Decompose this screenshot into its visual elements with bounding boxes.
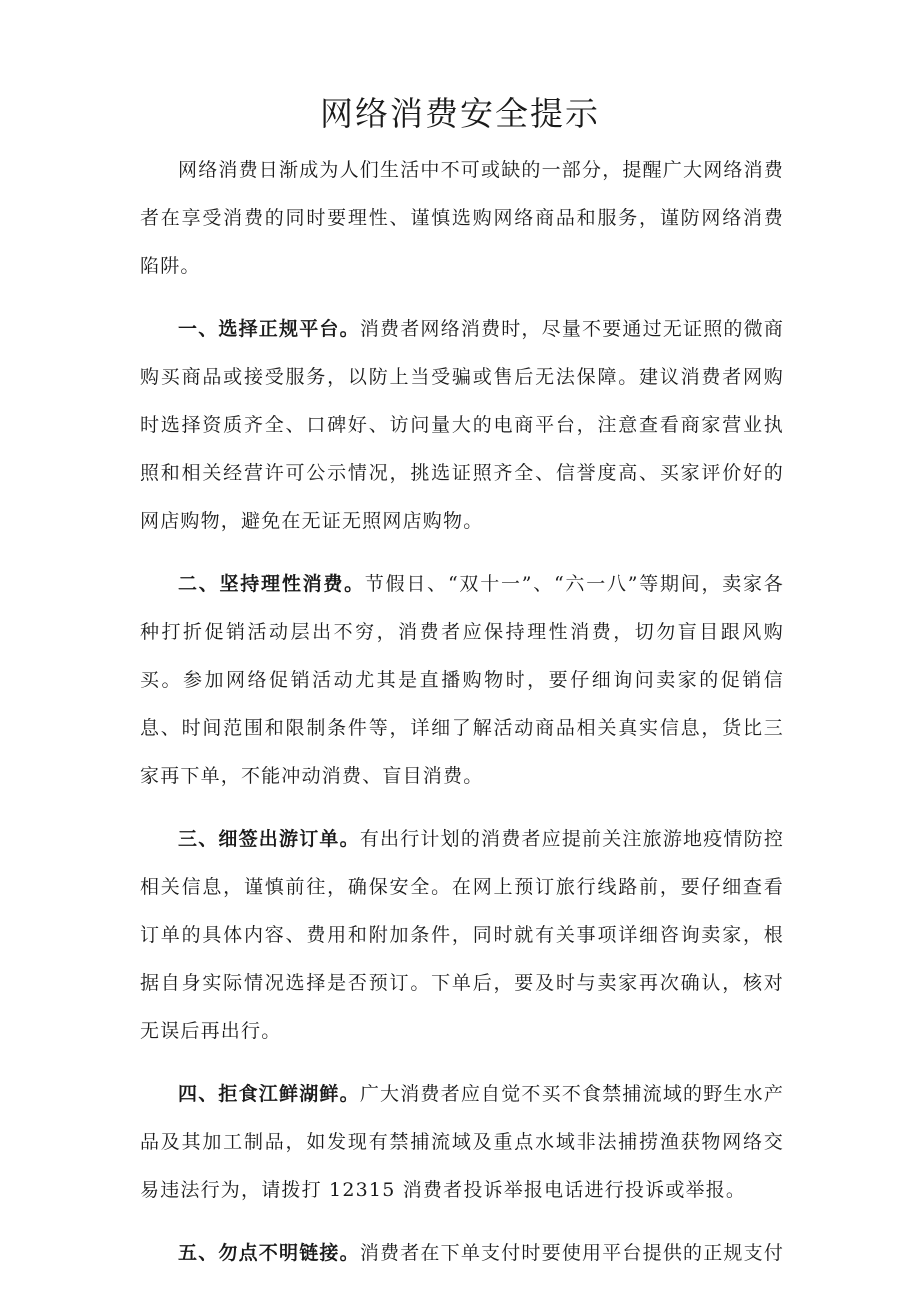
section-heading-1: 一、选择正规平台。 (178, 318, 360, 340)
section-text-5: 消费者在下单支付时要使用平台提供的正规支付 (359, 1242, 785, 1264)
section-paragraph-4 (140, 1070, 784, 1214)
section-paragraph-3 (140, 815, 784, 1055)
section-heading-5: 五、勿点不明链接。 (178, 1242, 360, 1264)
section-text-4: 广大消费者应自觉不买不食禁捕流域的野生水产品及其加工制品，如发现有禁捕流域及重点水域非法捕捞渔获物网络交易违法行为，请拨打 12315 消费者投诉举报电话进行投诉或举报。 (140, 1083, 785, 1201)
section-text-1: 消费者网络消费时，尽量不要通过无证照的微商购买商品或接受服务，以防上当受骗或售后无法保障。建议消费者网购时选择资质齐全、口碑好、访问量大的电商平台，注意查看商家营业执照和相关经营许可公示情况，挑选证照齐全、信誉度高、买家评价好的网店购物，避免在无证无照网店购物。 (140, 318, 785, 532)
section-text-2: 节假日、“双十一”、“六一八”等期间，卖家各种打折促销活动层出不穷，消费者应保持理性消费，切勿盲目跟风购买。参加网络促销活动尤其是直播购物时，要仔细询问卖家的促销信息、时间范围和限制条件等，详细了解活动商品相关真实信息，货比三家再下单，不能冲动消费、盲目消费。 (140, 573, 784, 787)
intro-paragraph: 网络消费日渐成为人们生活中不可或缺的一部分，提醒广大网络消费者在享受消费的同时要理性、谨慎选购网络商品和服务，谨防网络消费陷阱。 (140, 159, 785, 277)
section-heading-4: 四、拒食江鲜湖鲜。 (178, 1083, 360, 1105)
section-paragraph-5 (140, 1229, 784, 1277)
section-text-3: 有出行计划的消费者应提前关注旅游地疫情防控相关信息，谨慎前往，确保安全。在网上预订旅行线路前，要仔细查看订单的具体内容、费用和附加条件，同时就有关事项详细咨询卖家，根据自身实际情况选择是否预订。下单后，要及时与卖家再次确认，核对无误后再出行。 (140, 828, 785, 1042)
document-body (140, 146, 784, 1292)
section-heading-3: 三、细签出游订单。 (178, 828, 360, 850)
section-heading-2: 二、坚持理性消费。 (178, 573, 365, 595)
section-paragraph-1 (140, 305, 784, 545)
document-title: 网络消费安全提示 (320, 94, 600, 133)
section-paragraph-2 (140, 560, 784, 800)
